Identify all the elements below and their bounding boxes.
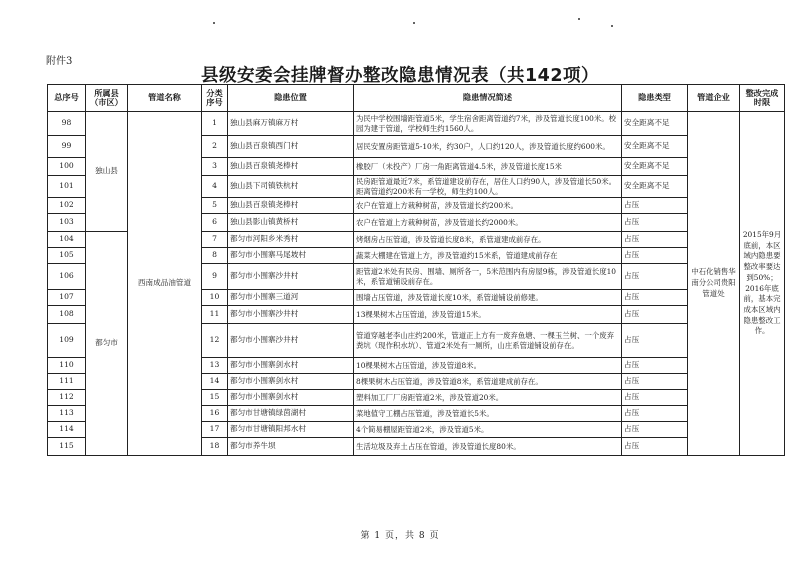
total-no-cell: 99 — [48, 136, 86, 158]
description-cell: 围墙占压管道，涉及管道长度10米，系管道铺设前修建。 — [354, 290, 622, 306]
hazard-type-cell: 安全距离不足 — [622, 136, 688, 158]
description-cell: 蔬菜大棚建在管道上方，涉及管道约15米系，管道建成前存在 — [354, 248, 622, 264]
sub-no-cell: 15 — [202, 390, 228, 406]
hazard-type-cell: 占压 — [622, 290, 688, 306]
sub-no-cell: 3 — [202, 158, 228, 176]
sub-no-cell: 1 — [202, 112, 228, 136]
total-no-cell: 107 — [48, 290, 86, 306]
location-cell: 独山县百泉镇尧棒村 — [228, 198, 354, 214]
scan-speck — [413, 22, 415, 24]
description-cell: 农户在管道上方栽种树苗，涉及管道长约2000米。 — [354, 214, 622, 232]
scan-speck — [213, 22, 215, 24]
sub-no-cell: 9 — [202, 264, 228, 290]
page-footer: 第 1 页，共 8 页 — [360, 531, 440, 541]
scan-speck — [578, 18, 580, 20]
location-cell: 独山县百泉镇西门村 — [228, 136, 354, 158]
sub-no-cell: 6 — [202, 214, 228, 232]
hazard-table — [47, 84, 785, 456]
sub-no-cell: 2 — [202, 136, 228, 158]
total-no-cell: 102 — [48, 198, 86, 214]
enterprise-cell: 中石化销售华南分公司贵阳管道处 — [688, 112, 740, 456]
attachment-label: 附件3 — [46, 56, 73, 67]
total-no-cell: 115 — [48, 438, 86, 456]
hazard-type-cell: 占压 — [622, 232, 688, 248]
header-total-no: 总序号 — [48, 85, 86, 112]
total-no-cell: 104 — [48, 232, 86, 248]
hazard-type-cell: 占压 — [622, 248, 688, 264]
location-cell: 独山县影山镇黄桥村 — [228, 214, 354, 232]
hazard-type-cell: 占压 — [622, 374, 688, 390]
total-no-cell: 106 — [48, 264, 86, 290]
header-enterprise: 管道企业 — [688, 85, 740, 112]
description-cell: 距管道2米处有民房、围墙、厕所各一，5米范围内有房屋9栋，涉及管道长度10米，系管道铺设前存在。 — [354, 264, 622, 290]
hazard-type-cell: 安全距离不足 — [622, 112, 688, 136]
sub-no-cell: 7 — [202, 232, 228, 248]
description-cell: 居民安置房距管道5-10米，约30户，人口约120人，涉及管道长度约600米。 — [354, 136, 622, 158]
scan-speck — [611, 25, 613, 27]
table-header-row — [48, 85, 785, 112]
total-no-cell: 98 — [48, 112, 86, 136]
header-deadline: 整改完成时限 — [740, 85, 785, 112]
location-cell: 都匀市小围寨剑水村 — [228, 374, 354, 390]
page-title: 县级安委会挂牌督办整改隐患情况表（共142项） — [200, 66, 600, 86]
county-cell-duyun: 都匀市 — [86, 232, 128, 456]
total-no-cell: 100 — [48, 158, 86, 176]
hazard-type-cell: 占压 — [622, 214, 688, 232]
sub-no-cell: 11 — [202, 306, 228, 324]
header-hazard-type: 隐患类型 — [622, 85, 688, 112]
location-cell: 都匀市小围寨马尾坡村 — [228, 248, 354, 264]
total-no-cell: 111 — [48, 374, 86, 390]
location-cell: 都匀市甘塘镇绿茵湖村 — [228, 406, 354, 422]
hazard-type-cell: 安全距离不足 — [622, 176, 688, 198]
location-cell: 都匀市小围寨沙井村 — [228, 264, 354, 290]
header-description: 隐患情况简述 — [354, 85, 622, 112]
hazard-type-cell: 占压 — [622, 422, 688, 438]
sub-no-cell: 18 — [202, 438, 228, 456]
hazard-type-cell: 占压 — [622, 406, 688, 422]
total-no-cell: 114 — [48, 422, 86, 438]
hazard-type-cell: 占压 — [622, 390, 688, 406]
hazard-type-cell: 占压 — [622, 324, 688, 358]
header-pipeline-name: 管道名称 — [128, 85, 202, 112]
description-cell: 10棵果树木占压管道，涉及管道8米。 — [354, 358, 622, 374]
hazard-table-wrapper — [47, 84, 785, 456]
description-cell: 橡胶厂（未投产）厂房一角距离管道4.5米，涉及管道长度15米 — [354, 158, 622, 176]
header-county: 所属县（市区） — [86, 85, 128, 112]
sub-no-cell: 4 — [202, 176, 228, 198]
description-cell: 4个简易棚屋距管道2米，涉及管道5米。 — [354, 422, 622, 438]
hazard-type-cell: 占压 — [622, 358, 688, 374]
description-cell: 13棵果树木占压管道，涉及管道15米。 — [354, 306, 622, 324]
county-cell-dushan: 独山县 — [86, 112, 128, 232]
total-no-cell: 110 — [48, 358, 86, 374]
description-cell: 民房距管道最近7米，系管道建设前存在，居住人口约90人，涉及管道长50米。距离管道约200米有一学校，师生约100人。 — [354, 176, 622, 198]
description-cell: 管道穿越老李山庄约200米，管道正上方有一废弃鱼塘、一棵玉兰树、一个废弃粪坑（现作积水坑）、管道2米处有一厕所，山庄系管道铺设前存在。 — [354, 324, 622, 358]
location-cell: 都匀市小围寨沙井村 — [228, 306, 354, 324]
pipeline-name-cell: 西南成品油管道 — [128, 112, 202, 456]
description-cell: 农户在管道上方栽种树苗，涉及管道长约200米。 — [354, 198, 622, 214]
hazard-type-cell: 占压 — [622, 198, 688, 214]
header-sub-no: 分类序号 — [202, 85, 228, 112]
header-location: 隐患位置 — [228, 85, 354, 112]
location-cell: 都匀市小围寨三道河 — [228, 290, 354, 306]
location-cell: 都匀市甘塘镇阳邦水村 — [228, 422, 354, 438]
sub-no-cell: 10 — [202, 290, 228, 306]
hazard-type-cell: 安全距离不足 — [622, 158, 688, 176]
total-no-cell: 109 — [48, 324, 86, 358]
location-cell: 都匀市小围寨沙井村 — [228, 324, 354, 358]
sub-no-cell: 5 — [202, 198, 228, 214]
hazard-type-cell: 占压 — [622, 438, 688, 456]
description-cell: 为民中学校围墙距管道5米，学生宿舍距离管道约7米，涉及管道长度100米。校园为建于管道，学校师生约1560人。 — [354, 112, 622, 136]
location-cell: 独山县麻万镇麻万村 — [228, 112, 354, 136]
hazard-type-cell: 占压 — [622, 264, 688, 290]
sub-no-cell: 14 — [202, 374, 228, 390]
total-no-cell: 105 — [48, 248, 86, 264]
total-no-cell: 108 — [48, 306, 86, 324]
total-no-cell: 113 — [48, 406, 86, 422]
description-cell: 塑料加工厂厂房距管道2米，涉及管道20米。 — [354, 390, 622, 406]
location-cell: 都匀市小围寨剑水村 — [228, 358, 354, 374]
description-cell: 生活垃圾及弃土占压在管道，涉及管道长度80米。 — [354, 438, 622, 456]
sub-no-cell: 16 — [202, 406, 228, 422]
hazard-type-cell: 占压 — [622, 306, 688, 324]
description-cell: 烤烟房占压管道，涉及管道长度8米，系管道建成前存在。 — [354, 232, 622, 248]
table-row — [48, 112, 785, 136]
location-cell: 都匀市小围寨剑水村 — [228, 390, 354, 406]
description-cell: 菜地值守工棚占压管道，涉及管道长5米。 — [354, 406, 622, 422]
deadline-cell: 2015年9月底前，本区域内隐患要整改率要达到50%；2016年底前，基本完成本区域内隐患整改工作。 — [740, 112, 785, 456]
sub-no-cell: 8 — [202, 248, 228, 264]
sub-no-cell: 13 — [202, 358, 228, 374]
total-no-cell: 103 — [48, 214, 86, 232]
location-cell: 独山县下司镇铁杭村 — [228, 176, 354, 198]
location-cell: 都匀市河阳乡米秀村 — [228, 232, 354, 248]
total-no-cell: 112 — [48, 390, 86, 406]
location-cell: 都匀市养牛坝 — [228, 438, 354, 456]
sub-no-cell: 17 — [202, 422, 228, 438]
location-cell: 独山县百泉镇尧棒村 — [228, 158, 354, 176]
total-no-cell: 101 — [48, 176, 86, 198]
description-cell: 8棵果树木占压管道，涉及管道8米，系管道建成前存在。 — [354, 374, 622, 390]
sub-no-cell: 12 — [202, 324, 228, 358]
